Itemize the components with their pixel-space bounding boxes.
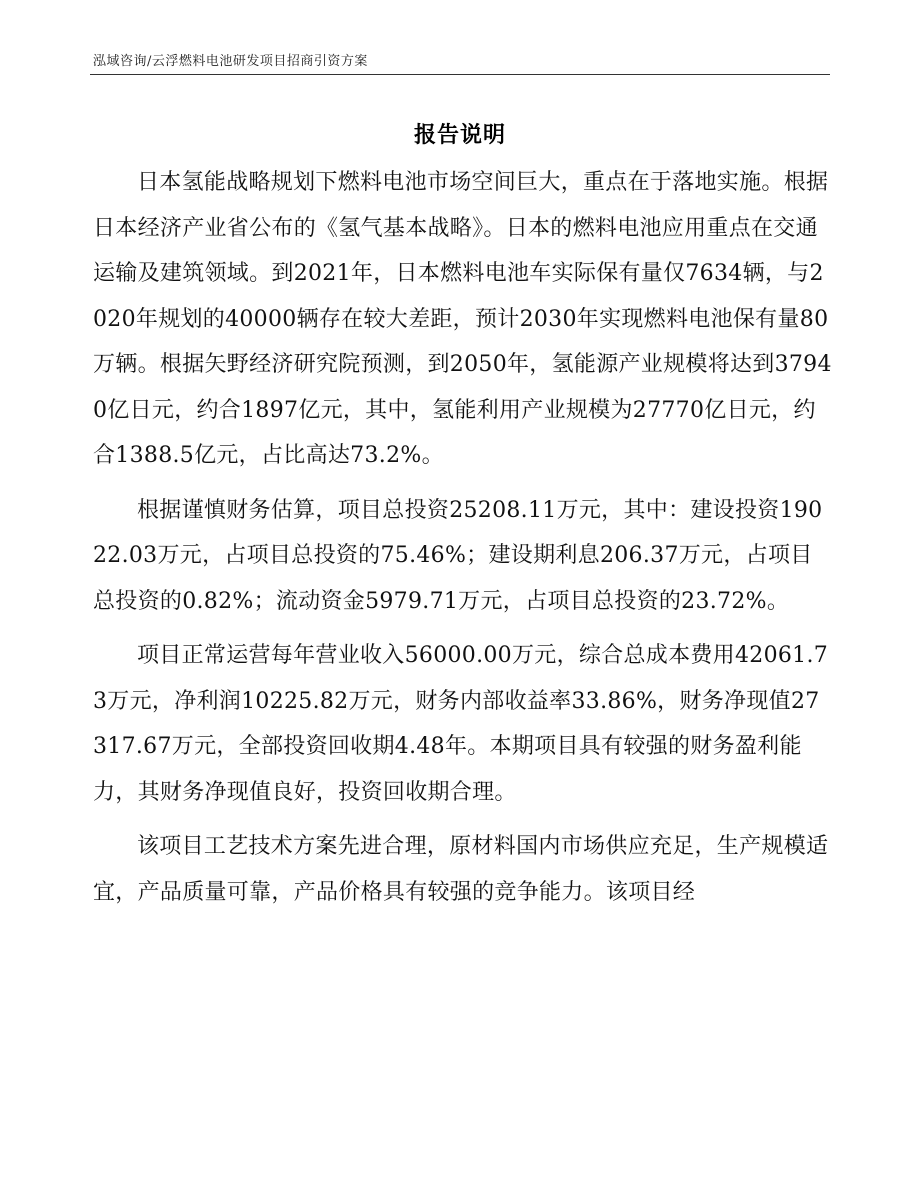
paragraph-investment-estimate: 根据谨慎财务估算，项目总投资25208.11万元，其中：建设投资19022.03万元，占项目总投资的75.46%；建设期利息206.37万元，占项目总投资的0.82%；流动资金5979.71万元，占项目总投资的23.72%。 bbox=[93, 497, 823, 614]
report-body bbox=[93, 160, 833, 915]
section-title: 报告说明 bbox=[413, 122, 506, 148]
paragraph-technology-assessment: 该项目工艺技术方案先进合理，原材料国内市场供应充足，生产规模适宜，产品质量可靠，产品价格具有较强的竞争能力。该项目经 bbox=[93, 834, 829, 905]
header-divider bbox=[90, 74, 830, 75]
paragraph-hydrogen-strategy: 日本氢能战略规划下燃料电池市场空间巨大，重点在于落地实施。根据日本经济产业省公布的《氢气基本战略》。日本的燃料电池应用重点在交通运输及建筑领域。到2021年，日本燃料电池车实际保有量仅7634辆，与2020年规划的40000辆存在较大差距，预计2030年实现燃料电池保有量80万辆。根据矢野经济研究院预测，到2050年，氢能源产业规模将达到37940亿日元，约合1897亿元，其中，氢能利用产业规模为27770亿日元，约合1388.5亿元，占比高达73.2%。 bbox=[93, 170, 832, 468]
running-header: 泓域咨询/云浮燃料电池研发项目招商引资方案 bbox=[93, 54, 368, 69]
paragraph-financial-returns: 项目正常运营每年营业收入56000.00万元，综合总成本费用42061.73万元，净利润10225.82万元，财务内部收益率33.86%，财务净现值27317.67万元，全部投资回收期4.48年。本期项目具有较强的财务盈利能力，其财务净现值良好，投资回收期合理。 bbox=[93, 643, 829, 805]
